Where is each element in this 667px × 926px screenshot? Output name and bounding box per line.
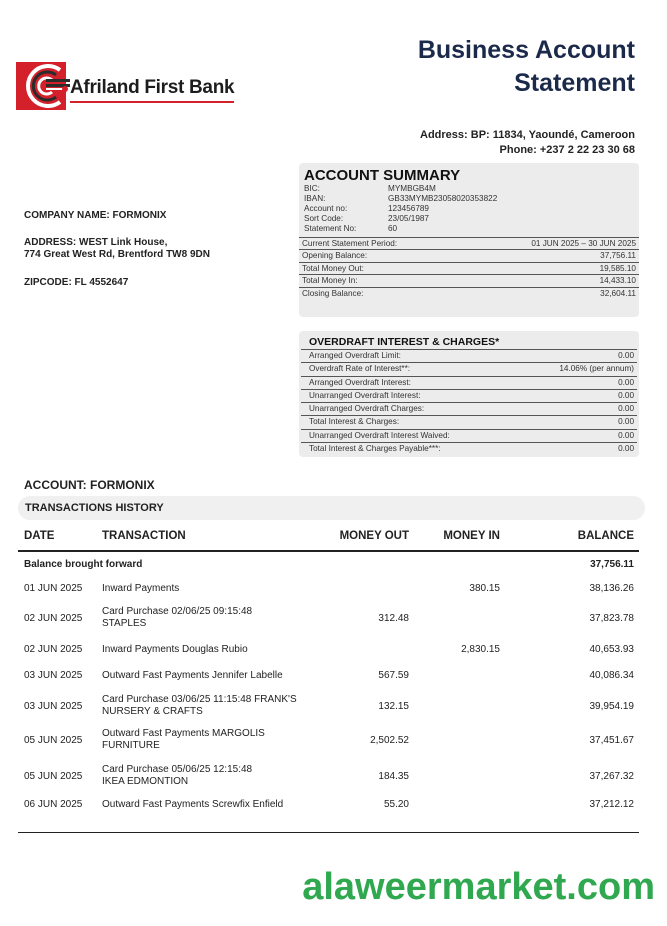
overdraft-label: Arranged Overdraft Limit:	[309, 351, 401, 360]
account-details	[304, 184, 634, 234]
summary-value: 32,604.11	[600, 288, 636, 298]
bank-contact	[420, 128, 635, 158]
tx-description	[102, 694, 322, 718]
company-zipcode: ZIPCODE: FL 4552647	[24, 277, 129, 288]
tx-balance: 37,823.78	[589, 613, 634, 624]
company-address	[24, 237, 210, 261]
overdraft-value: 0.00	[618, 444, 634, 454]
overdraft-row	[301, 429, 637, 442]
tx-description	[102, 583, 322, 595]
tx-description-line-1: Card Purchase 03/06/25 11:15:48 FRANK'S	[102, 694, 297, 705]
overdraft-row	[301, 415, 637, 428]
col-money-in: MONEY IN	[443, 530, 500, 542]
account-detail-label: BIC:	[304, 184, 320, 193]
overdraft-box	[299, 331, 639, 457]
summary-row	[299, 237, 639, 249]
account-detail-value: 123456789	[388, 204, 429, 213]
tx-description	[102, 606, 322, 630]
col-balance: BALANCE	[577, 530, 634, 542]
summary-value: 14,433.10	[599, 276, 636, 286]
footer-divider	[18, 832, 639, 833]
tx-date: 03 JUN 2025	[24, 670, 83, 681]
tx-description-line-2: STAPLES	[102, 618, 147, 629]
tx-balance: 40,653.93	[589, 644, 634, 655]
summary-value: 19,585.10	[599, 263, 636, 273]
tx-description-line-2: FURNITURE	[102, 740, 160, 751]
account-detail-value: 60	[388, 224, 398, 233]
summary-rows	[299, 237, 639, 299]
brought-forward-label: Balance brought forward	[24, 559, 143, 570]
tx-money-out: 132.15	[378, 701, 409, 712]
tx-money-out: 312.48	[378, 613, 409, 624]
tx-description-line-2: NURSERY & CRAFTS	[102, 706, 203, 717]
company-address-line-2: 774 Great West Rd, Brentford TW8 9DN	[24, 249, 210, 260]
account-detail-row	[304, 194, 634, 204]
tx-date: 05 JUN 2025	[24, 735, 83, 746]
overdraft-title: OVERDRAFT INTEREST & CHARGES*	[309, 336, 500, 348]
account-detail-label: Statement No:	[304, 224, 357, 233]
tx-description	[102, 728, 322, 752]
tx-description-line-1: Outward Fast Payments Screwfix Enfield	[102, 799, 284, 810]
overdraft-value: 0.00	[618, 404, 634, 414]
overdraft-row	[301, 362, 637, 375]
tx-date: 02 JUN 2025	[24, 613, 83, 624]
bank-address: Address: BP: 11834, Yaoundé, Cameroon	[420, 129, 635, 141]
account-label: ACCOUNT: FORMONIX	[24, 478, 155, 492]
overdraft-label: Overdraft Rate of Interest**:	[309, 364, 411, 374]
col-money-out: MONEY OUT	[339, 530, 409, 542]
account-detail-row	[304, 214, 634, 224]
account-detail-value: 23/05/1987	[388, 214, 429, 223]
overdraft-row	[301, 402, 637, 415]
account-detail-row	[304, 224, 634, 234]
overdraft-row	[301, 376, 637, 389]
overdraft-row	[301, 442, 637, 455]
tx-description	[102, 799, 322, 811]
overdraft-label: Unarranged Overdraft Charges:	[309, 404, 425, 414]
tx-balance: 37,451.67	[589, 735, 634, 746]
overdraft-value: 0.00	[618, 417, 634, 427]
tx-money-out: 55.20	[383, 799, 409, 810]
tx-description-line-1: Outward Fast Payments MARGOLIS	[102, 728, 265, 739]
logo-dot	[62, 86, 68, 92]
history-label: TRANSACTIONS HISTORY	[25, 502, 164, 514]
tx-money-out: 184.35	[378, 771, 409, 782]
tx-date: 03 JUN 2025	[24, 701, 83, 712]
company-address-line-1: ADDRESS: WEST Link House,	[24, 237, 168, 248]
account-detail-value: GB33MYMB23058020353822	[388, 194, 498, 203]
tx-money-in: 2,830.15	[461, 644, 500, 655]
overdraft-label: Arranged Overdraft Interest:	[309, 377, 411, 387]
bank-phone: Phone: +237 2 22 23 30 68	[499, 144, 635, 156]
summary-row	[299, 287, 639, 299]
overdraft-rows	[299, 349, 639, 455]
tx-description-line-1: Card Purchase 05/06/25 12:15:48	[102, 764, 253, 775]
tx-description	[102, 764, 322, 788]
tx-date: 01 JUN 2025	[24, 583, 83, 594]
overdraft-value: 0.00	[618, 430, 634, 440]
tx-balance: 37,212.12	[589, 799, 634, 810]
account-summary-title: ACCOUNT SUMMARY	[304, 167, 461, 184]
tx-description-line-1: Inward Payments Douglas Rubio	[102, 644, 248, 655]
summary-label: Closing Balance:	[302, 288, 364, 298]
overdraft-value: 0.00	[618, 351, 634, 360]
tx-description	[102, 644, 322, 656]
tx-balance: 37,267.32	[589, 771, 634, 782]
summary-value: 37,756.11	[600, 251, 636, 261]
tx-money-out: 2,502.52	[370, 735, 409, 746]
overdraft-label: Unarranged Overdraft Interest:	[309, 390, 421, 400]
overdraft-value: 0.00	[618, 390, 634, 400]
header-divider	[18, 550, 639, 552]
col-transaction: TRANSACTION	[102, 530, 186, 542]
summary-label: Total Money In:	[302, 276, 358, 286]
col-date: DATE	[24, 530, 55, 542]
overdraft-row	[301, 389, 637, 402]
summary-row	[299, 262, 639, 274]
bank-name: Afriland First Bank	[70, 77, 235, 98]
overdraft-row	[301, 349, 637, 362]
account-detail-label: Account no:	[304, 204, 348, 213]
overdraft-value: 14.06% (per annum)	[559, 364, 634, 374]
overdraft-value: 0.00	[618, 377, 634, 387]
account-detail-label: Sort Code:	[304, 214, 344, 223]
account-summary-box	[299, 163, 639, 317]
summary-label: Opening Balance:	[302, 251, 368, 261]
summary-value: 01 JUN 2025 – 30 JUN 2025	[531, 239, 636, 248]
tx-description-line-1: Card Purchase 02/06/25 09:15:48	[102, 606, 253, 617]
summary-row	[299, 249, 639, 261]
account-detail-row	[304, 204, 634, 214]
tx-balance: 38,136.26	[589, 583, 634, 594]
summary-label: Total Money Out:	[302, 263, 364, 273]
tx-balance: 40,086.34	[589, 670, 634, 681]
watermark-text: alaweermarket.com	[302, 866, 655, 908]
summary-row	[299, 274, 639, 286]
overdraft-label: Unarranged Overdraft Interest Waived:	[309, 430, 450, 440]
account-detail-value: MYMBGB4M	[388, 184, 436, 193]
title-line-1: Business Account	[417, 36, 635, 64]
overdraft-label: Total Interest & Charges:	[309, 417, 400, 427]
tx-description-line-1: Outward Fast Payments Jennifer Labelle	[102, 670, 283, 681]
tx-money-in: 380.15	[469, 583, 500, 594]
logo-underline	[70, 101, 234, 103]
account-detail-row	[304, 184, 634, 194]
tx-money-out: 567.59	[378, 670, 409, 681]
tx-date: 06 JUN 2025	[24, 799, 83, 810]
tx-balance: 39,954.19	[589, 701, 634, 712]
brought-forward-balance: 37,756.11	[590, 559, 634, 570]
title-line-2: Statement	[514, 69, 635, 97]
summary-label: Current Statement Period:	[302, 239, 398, 248]
company-name: COMPANY NAME: FORMONIX	[24, 210, 167, 221]
account-detail-label: IBAN:	[304, 194, 326, 203]
overdraft-label: Total Interest & Charges Payable***:	[309, 444, 441, 454]
tx-date: 02 JUN 2025	[24, 644, 83, 655]
tx-description-line-2: IKEA EDMONTION	[102, 776, 189, 787]
tx-date: 05 JUN 2025	[24, 771, 83, 782]
tx-description	[102, 670, 322, 682]
tx-description-line-1: Inward Payments	[102, 583, 180, 594]
page-title	[418, 34, 635, 100]
